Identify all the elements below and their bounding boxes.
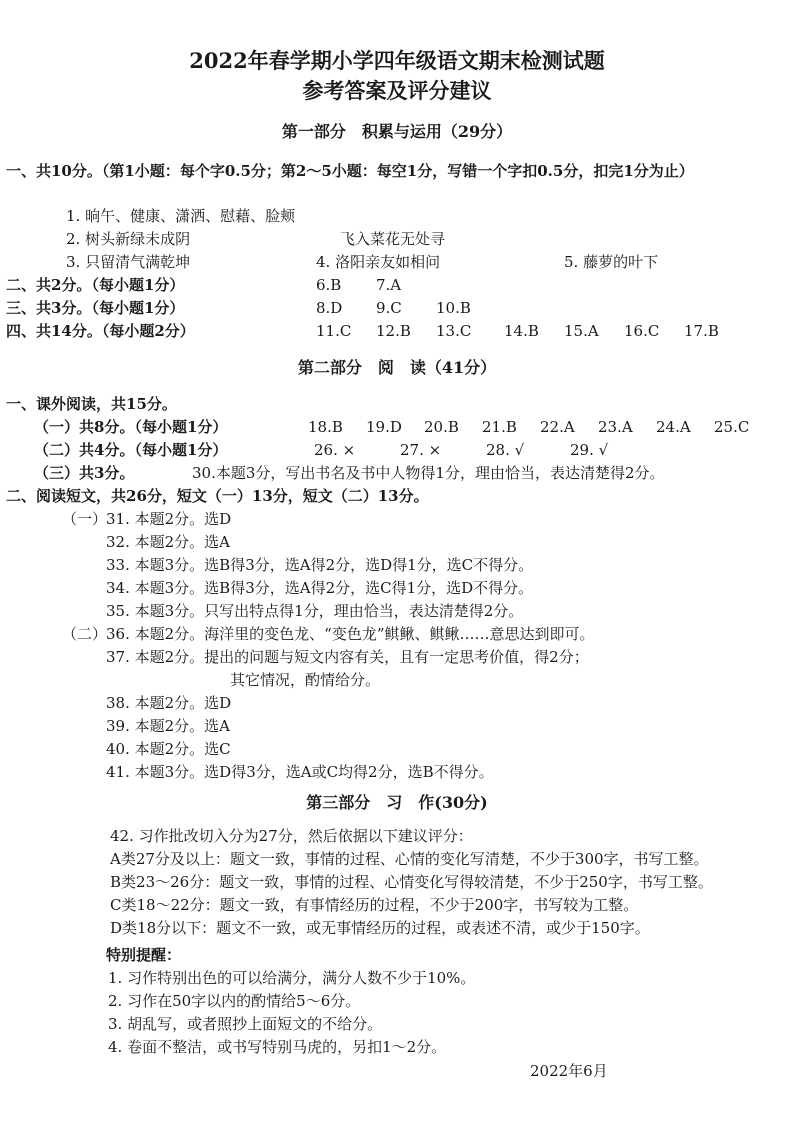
q1-answer-5: 5. 藤萝的叶下 bbox=[564, 253, 659, 271]
r1-s2-answer: 28. √ bbox=[486, 441, 525, 459]
q1-answer-2b: 飞入菜花无处寻 bbox=[340, 230, 446, 248]
reminder-item: 2. 习作在50字以内的酌情给5～6分。 bbox=[108, 992, 361, 1010]
document-date: 2022年6月 bbox=[530, 1062, 608, 1080]
q4-answer: 15.A bbox=[564, 322, 599, 340]
r2-item: 41. 本题3分。选D得3分，选A或C均得2分，选B不得分。 bbox=[106, 763, 494, 781]
q4-answer: 11.C bbox=[316, 322, 352, 340]
q3-answer: 8.D bbox=[316, 299, 343, 317]
r2-item: 37. 本题2分。提出的问题与短文内容有关，且有一定思考价值，得2分； bbox=[106, 648, 589, 666]
r2-item: 32. 本题2分。选A bbox=[106, 533, 230, 551]
q42-intro: 42. 习作批改切入分为27分，然后依据以下建议评分： bbox=[110, 827, 473, 845]
r1-label: 一、课外阅读，共15分。 bbox=[6, 395, 177, 413]
r1-s1-answer: 24.A bbox=[656, 418, 691, 436]
r1-s2-answer: 29. √ bbox=[570, 441, 609, 459]
r2-item-continued: 其它情况，酌情给分。 bbox=[230, 671, 381, 689]
r2-item: 39. 本题2分。选A bbox=[106, 717, 230, 735]
q3-answer: 9.C bbox=[376, 299, 402, 317]
grade-level: C类18～22分：题文一致，有事情经历的过程，不少于200字，书写较为工整。 bbox=[110, 896, 639, 914]
q1-answer-2: 2. 树头新绿未成阴 bbox=[66, 230, 191, 248]
r1-s2-answer: 27. × bbox=[400, 441, 442, 459]
r1-s1-answer: 21.B bbox=[482, 418, 517, 436]
part3-heading: 第三部分 习 作(30分) bbox=[306, 793, 488, 812]
r1-s3-label: （三）共3分。 bbox=[34, 464, 135, 482]
q4-answer: 16.C bbox=[624, 322, 660, 340]
r1-s2-label: （二）共4分。（每小题1分） bbox=[34, 441, 228, 459]
part2-heading: 第二部分 阅 读（41分） bbox=[297, 358, 497, 377]
part1-heading: 第一部分 积累与运用（29分） bbox=[281, 122, 513, 141]
r1-s2-answer: 26. × bbox=[314, 441, 356, 459]
q2-answer: 7.A bbox=[376, 276, 402, 294]
r2-item: 33. 本题3分。选B得3分，选A得2分，选D得1分，选C不得分。 bbox=[106, 556, 534, 574]
reminder-title: 特别提醒： bbox=[106, 946, 182, 964]
r2-item: 31. 本题2分。选D bbox=[106, 510, 232, 528]
grade-level: A类27分及以上：题文一致，事情的过程、心情的变化写清楚，不少于300字，书写工整。 bbox=[110, 850, 709, 868]
q1-answer-4: 4. 洛阳亲友如相问 bbox=[316, 253, 441, 271]
r2-group-2: （二） bbox=[62, 625, 108, 643]
grade-level: D类18分以下：题文不一致，或无事情经历的过程，或表述不清，或少于150字。 bbox=[110, 919, 650, 937]
q4-label: 四、共14分。（每小题2分） bbox=[6, 322, 195, 340]
q2-label: 二、共2分。（每小题1分） bbox=[6, 276, 185, 294]
page-subtitle: 参考答案及评分建议 bbox=[302, 78, 492, 103]
reminder-item: 3. 胡乱写，或者照抄上面短文的不给分。 bbox=[108, 1015, 383, 1033]
r1-s1-answer: 22.A bbox=[540, 418, 575, 436]
q4-answer: 17.B bbox=[684, 322, 719, 340]
q1-block bbox=[6, 160, 786, 182]
r2-group-1: （一） bbox=[62, 510, 108, 528]
reminder-item: 1. 习作特别出色的可以给满分，满分人数不少于10%。 bbox=[108, 969, 476, 987]
r1-s1-answer: 25.C bbox=[714, 418, 750, 436]
reminder-item: 4. 卷面不整洁，或书写特别马虎的，另扣1～2分。 bbox=[108, 1038, 447, 1056]
grade-level: B类23～26分：题文一致，事情的过程、心情变化写得较清楚，不少于250字，书写工整。 bbox=[110, 873, 713, 891]
r1-s1-answer: 18.B bbox=[308, 418, 343, 436]
q4-answer: 12.B bbox=[376, 322, 411, 340]
r1-s1-answer: 19.D bbox=[366, 418, 402, 436]
r2-label: 二、阅读短文，共26分，短文（一）13分，短文（二）13分。 bbox=[6, 487, 429, 505]
q4-answer: 13.C bbox=[436, 322, 472, 340]
page-title: 2022年春学期小学四年级语文期末检测试题 bbox=[189, 48, 605, 73]
r1-s3-text: 30.本题3分，写出书名及书中人物得1分，理由恰当，表达清楚得2分。 bbox=[192, 464, 665, 482]
q3-label: 三、共3分。（每小题1分） bbox=[6, 299, 185, 317]
r1-s1-answer: 23.A bbox=[598, 418, 633, 436]
q4-answer: 14.B bbox=[504, 322, 539, 340]
r1-s1-label: （一）共8分。（每小题1分） bbox=[34, 418, 228, 436]
r2-item: 36. 本题2分。海洋里的变色龙、“变色龙”鲯鳅、鲯鳅……意思达到即可。 bbox=[106, 625, 595, 643]
r2-item: 35. 本题3分。只写出特点得1分，理由恰当，表达清楚得2分。 bbox=[106, 602, 524, 620]
q2-answer: 6.B bbox=[316, 276, 342, 294]
r2-item: 40. 本题2分。选C bbox=[106, 740, 231, 758]
q1-answer-3: 3. 只留清气满乾坤 bbox=[66, 253, 191, 271]
r2-item: 38. 本题2分。选D bbox=[106, 694, 232, 712]
q1-note: （第1小题：每个字0.5分；第2～5小题：每空1分，写错一个字扣0.5分，扣完1分为止） bbox=[101, 162, 694, 180]
r1-s1-answer: 20.B bbox=[424, 418, 459, 436]
r2-item: 34. 本题3分。选B得3分，选A得2分，选C得1分，选D不得分。 bbox=[106, 579, 534, 597]
q1-label: 一、共10分。 bbox=[6, 162, 102, 180]
q1-answer-1: 1. 晌午、健康、潇洒、慰藉、脸颊 bbox=[66, 207, 296, 225]
q3-answer: 10.B bbox=[436, 299, 471, 317]
